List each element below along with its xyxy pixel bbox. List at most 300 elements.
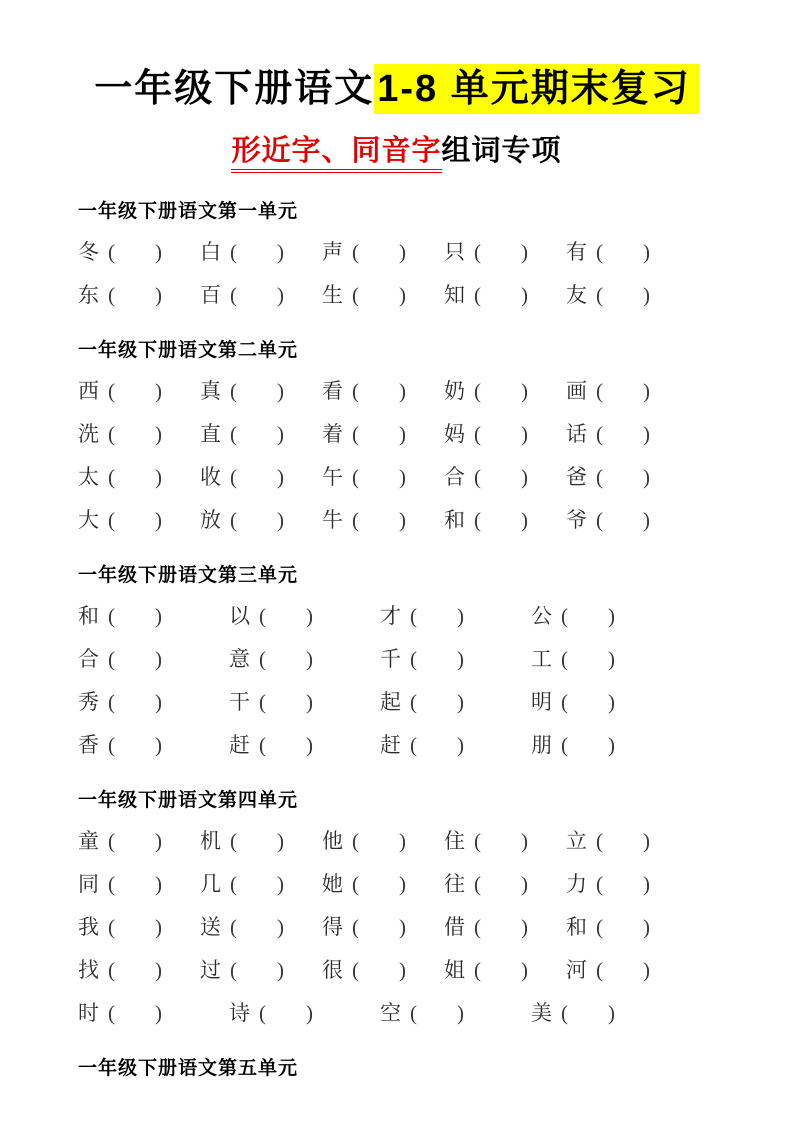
paren-open: ( (596, 958, 603, 983)
question-character: 声 (322, 240, 343, 265)
question-character: 意 (229, 647, 250, 672)
question-character: 公 (531, 604, 552, 629)
fill-in-item (566, 378, 688, 404)
paren-open: ( (108, 379, 115, 404)
paren-close: ) (643, 283, 650, 308)
paren-close: ) (521, 829, 528, 854)
question-row (78, 603, 733, 629)
subtitle-plain: 组词专项 (441, 134, 562, 167)
paren-open: ( (108, 915, 115, 940)
paren-open: ( (259, 1001, 266, 1026)
answer-blank (359, 483, 399, 484)
paren-open: ( (259, 690, 266, 715)
fill-in-item (78, 732, 229, 758)
answer-blank (115, 622, 155, 623)
answer-blank (417, 622, 457, 623)
answer-blank (568, 1019, 608, 1020)
answer-blank (115, 933, 155, 934)
unit-section (78, 560, 733, 758)
fill-in-item (444, 828, 566, 854)
fill-in-item (78, 507, 200, 533)
fill-in-item (444, 239, 566, 265)
paren-close: ) (643, 465, 650, 490)
question-character: 童 (78, 829, 99, 854)
question-character: 过 (200, 958, 221, 983)
paren-open: ( (474, 829, 481, 854)
answer-blank (359, 397, 399, 398)
paren-open: ( (108, 283, 115, 308)
question-character: 几 (200, 872, 221, 897)
question-character: 立 (566, 829, 587, 854)
question-character: 秀 (78, 690, 99, 715)
paren-open: ( (259, 733, 266, 758)
fill-in-item (229, 689, 380, 715)
question-character: 送 (200, 915, 221, 940)
answer-blank (359, 301, 399, 302)
answer-blank (115, 440, 155, 441)
question-row (78, 1000, 733, 1026)
paren-close: ) (457, 604, 464, 629)
paren-open: ( (474, 958, 481, 983)
fill-in-item (78, 282, 200, 308)
answer-blank (603, 890, 643, 891)
answer-blank (481, 258, 521, 259)
answer-blank (266, 665, 306, 666)
fill-in-item (380, 603, 531, 629)
paren-open: ( (352, 915, 359, 940)
paren-close: ) (155, 829, 162, 854)
answer-blank (417, 1019, 457, 1020)
paren-open: ( (352, 283, 359, 308)
question-character: 千 (380, 647, 401, 672)
paren-open: ( (596, 915, 603, 940)
question-character: 起 (380, 690, 401, 715)
paren-open: ( (352, 379, 359, 404)
paren-close: ) (155, 379, 162, 404)
answer-blank (481, 890, 521, 891)
unit-heading: 一年级下册语文第二单元 (78, 340, 299, 362)
paren-open: ( (108, 240, 115, 265)
paren-open: ( (474, 240, 481, 265)
fill-in-item (566, 871, 688, 897)
answer-blank (481, 933, 521, 934)
fill-in-item (322, 957, 444, 983)
paren-close: ) (306, 733, 313, 758)
paren-close: ) (306, 647, 313, 672)
fill-in-item (78, 464, 200, 490)
fill-in-item (200, 914, 322, 940)
paren-close: ) (277, 283, 284, 308)
fill-in-item (78, 1000, 229, 1026)
fill-in-item (229, 603, 380, 629)
question-character: 收 (200, 465, 221, 490)
question-character: 牛 (322, 508, 343, 533)
fill-in-item (322, 914, 444, 940)
fill-in-item (78, 914, 200, 940)
question-character: 同 (78, 872, 99, 897)
paren-open: ( (596, 422, 603, 447)
question-character: 午 (322, 465, 343, 490)
answer-blank (603, 258, 643, 259)
paren-close: ) (457, 690, 464, 715)
paren-close: ) (521, 915, 528, 940)
paren-close: ) (457, 733, 464, 758)
answer-blank (266, 751, 306, 752)
paren-open: ( (108, 422, 115, 447)
fill-in-item (444, 378, 566, 404)
unit-section (78, 1053, 733, 1080)
paren-open: ( (596, 465, 603, 490)
answer-blank (481, 847, 521, 848)
unit-section (78, 335, 733, 533)
question-character: 百 (200, 283, 221, 308)
fill-in-item (531, 689, 682, 715)
fill-in-item (322, 507, 444, 533)
paren-open: ( (230, 240, 237, 265)
paren-open: ( (410, 1001, 417, 1026)
paren-close: ) (399, 872, 406, 897)
question-character: 借 (444, 915, 465, 940)
subtitle-red-underlined: 形近字、同音字 (231, 135, 441, 173)
paren-close: ) (608, 1001, 615, 1026)
fill-in-item (78, 239, 200, 265)
paren-open: ( (474, 915, 481, 940)
question-character: 干 (229, 690, 250, 715)
paren-open: ( (474, 422, 481, 447)
fill-in-item (566, 914, 688, 940)
answer-blank (603, 526, 643, 527)
fill-in-item (566, 464, 688, 490)
answer-blank (481, 397, 521, 398)
paren-open: ( (561, 647, 568, 672)
paren-open: ( (596, 508, 603, 533)
question-character: 住 (444, 829, 465, 854)
question-row (78, 828, 733, 854)
paren-close: ) (399, 283, 406, 308)
paren-open: ( (230, 422, 237, 447)
question-row (78, 914, 733, 940)
paren-open: ( (596, 240, 603, 265)
paren-open: ( (259, 647, 266, 672)
paren-close: ) (277, 958, 284, 983)
unit-section (78, 785, 733, 1026)
fill-in-item (200, 421, 322, 447)
unit-heading: 一年级下册语文第三单元 (78, 565, 299, 587)
question-character: 妈 (444, 422, 465, 447)
page-title (0, 0, 793, 114)
answer-blank (359, 847, 399, 848)
question-character: 赶 (229, 733, 250, 758)
question-row (78, 421, 733, 447)
paren-close: ) (399, 508, 406, 533)
question-character: 香 (78, 733, 99, 758)
fill-in-item (444, 957, 566, 983)
paren-close: ) (521, 958, 528, 983)
fill-in-item (200, 828, 322, 854)
paren-close: ) (521, 379, 528, 404)
paren-close: ) (155, 283, 162, 308)
answer-blank (603, 933, 643, 934)
answer-blank (568, 622, 608, 623)
fill-in-item (380, 646, 531, 672)
fill-in-item (531, 603, 682, 629)
paren-open: ( (561, 690, 568, 715)
answer-blank (481, 301, 521, 302)
paren-open: ( (108, 647, 115, 672)
answer-blank (417, 708, 457, 709)
question-character: 奶 (444, 379, 465, 404)
paren-close: ) (521, 240, 528, 265)
fill-in-item (566, 828, 688, 854)
fill-in-item (531, 732, 682, 758)
answer-blank (115, 847, 155, 848)
answer-blank (237, 397, 277, 398)
answer-blank (115, 976, 155, 977)
answer-blank (481, 526, 521, 527)
paren-close: ) (306, 604, 313, 629)
paren-open: ( (474, 379, 481, 404)
fill-in-item (322, 871, 444, 897)
question-character: 爸 (566, 465, 587, 490)
question-character: 我 (78, 915, 99, 940)
paren-close: ) (155, 690, 162, 715)
answer-blank (115, 258, 155, 259)
worksheet-sections (78, 196, 733, 1080)
paren-open: ( (108, 829, 115, 854)
fill-in-item (78, 421, 200, 447)
paren-open: ( (352, 829, 359, 854)
question-row (78, 378, 733, 404)
fill-in-item (531, 646, 682, 672)
fill-in-item (200, 239, 322, 265)
question-character: 美 (531, 1001, 552, 1026)
paren-close: ) (277, 465, 284, 490)
question-character: 往 (444, 872, 465, 897)
fill-in-item (200, 507, 322, 533)
question-row (78, 239, 733, 265)
paren-open: ( (352, 422, 359, 447)
question-character: 看 (322, 379, 343, 404)
question-character: 他 (322, 829, 343, 854)
question-character: 洗 (78, 422, 99, 447)
paren-close: ) (277, 915, 284, 940)
paren-open: ( (352, 465, 359, 490)
paren-close: ) (155, 647, 162, 672)
question-character: 画 (566, 379, 587, 404)
paren-close: ) (399, 379, 406, 404)
question-character: 友 (566, 283, 587, 308)
fill-in-item (380, 689, 531, 715)
fill-in-item (200, 871, 322, 897)
fill-in-item (566, 282, 688, 308)
paren-open: ( (108, 733, 115, 758)
paren-open: ( (230, 283, 237, 308)
paren-close: ) (643, 829, 650, 854)
paren-open: ( (352, 240, 359, 265)
answer-blank (603, 847, 643, 848)
paren-open: ( (410, 733, 417, 758)
question-character: 明 (531, 690, 552, 715)
fill-in-item (444, 282, 566, 308)
question-character: 空 (380, 1001, 401, 1026)
answer-blank (359, 890, 399, 891)
paren-close: ) (643, 958, 650, 983)
fill-in-item (322, 464, 444, 490)
question-row (78, 732, 733, 758)
paren-close: ) (608, 604, 615, 629)
paren-open: ( (259, 604, 266, 629)
answer-blank (603, 483, 643, 484)
page-title-plain: 一年级下册语文 (94, 68, 375, 110)
fill-in-item (322, 828, 444, 854)
fill-in-item (322, 239, 444, 265)
paren-open: ( (352, 872, 359, 897)
paren-open: ( (596, 379, 603, 404)
paren-open: ( (108, 690, 115, 715)
answer-blank (603, 301, 643, 302)
answer-blank (417, 751, 457, 752)
question-character: 合 (78, 647, 99, 672)
question-row (78, 689, 733, 715)
question-character: 爷 (566, 508, 587, 533)
paren-close: ) (608, 733, 615, 758)
answer-blank (115, 483, 155, 484)
fill-in-item (78, 689, 229, 715)
question-character: 河 (566, 958, 587, 983)
question-character: 和 (78, 604, 99, 629)
unit-heading: 一年级下册语文第五单元 (78, 1058, 299, 1080)
paren-close: ) (643, 508, 650, 533)
paren-open: ( (352, 958, 359, 983)
answer-blank (237, 976, 277, 977)
answer-blank (266, 708, 306, 709)
fill-in-item (322, 282, 444, 308)
paren-close: ) (155, 604, 162, 629)
question-character: 得 (322, 915, 343, 940)
paren-open: ( (230, 958, 237, 983)
page-subtitle (0, 134, 793, 169)
paren-close: ) (277, 422, 284, 447)
fill-in-item (78, 646, 229, 672)
answer-blank (237, 301, 277, 302)
answer-blank (115, 301, 155, 302)
answer-blank (603, 397, 643, 398)
paren-close: ) (457, 1001, 464, 1026)
paren-open: ( (596, 872, 603, 897)
unit-heading: 一年级下册语文第四单元 (78, 790, 299, 812)
paren-close: ) (521, 465, 528, 490)
paren-close: ) (277, 508, 284, 533)
question-character: 太 (78, 465, 99, 490)
fill-in-item (566, 507, 688, 533)
question-character: 以 (229, 604, 250, 629)
paren-open: ( (410, 647, 417, 672)
question-character: 直 (200, 422, 221, 447)
answer-blank (237, 890, 277, 891)
page-title-highlight: 1-8 单元期末复习 (374, 64, 698, 114)
answer-blank (237, 258, 277, 259)
fill-in-item (78, 957, 200, 983)
question-character: 姐 (444, 958, 465, 983)
fill-in-item (78, 828, 200, 854)
paren-close: ) (608, 690, 615, 715)
question-character: 时 (78, 1001, 99, 1026)
question-character: 有 (566, 240, 587, 265)
question-character: 很 (322, 958, 343, 983)
answer-blank (237, 440, 277, 441)
question-row (78, 646, 733, 672)
paren-open: ( (230, 379, 237, 404)
paren-open: ( (108, 872, 115, 897)
unit-section (78, 196, 733, 308)
fill-in-item (444, 507, 566, 533)
paren-open: ( (410, 604, 417, 629)
paren-close: ) (155, 422, 162, 447)
paren-close: ) (643, 422, 650, 447)
paren-open: ( (410, 690, 417, 715)
question-character: 和 (566, 915, 587, 940)
paren-open: ( (474, 283, 481, 308)
answer-blank (359, 440, 399, 441)
question-character: 冬 (78, 240, 99, 265)
paren-open: ( (596, 829, 603, 854)
paren-close: ) (155, 958, 162, 983)
fill-in-item (444, 464, 566, 490)
answer-blank (115, 708, 155, 709)
fill-in-item (322, 378, 444, 404)
paren-close: ) (521, 508, 528, 533)
paren-close: ) (155, 508, 162, 533)
question-character: 力 (566, 872, 587, 897)
answer-blank (115, 1019, 155, 1020)
paren-close: ) (643, 915, 650, 940)
question-character: 白 (200, 240, 221, 265)
answer-blank (115, 890, 155, 891)
question-character: 她 (322, 872, 343, 897)
paren-open: ( (230, 465, 237, 490)
fill-in-item (566, 239, 688, 265)
paren-open: ( (108, 465, 115, 490)
fill-in-item (322, 421, 444, 447)
fill-in-item (200, 957, 322, 983)
question-row (78, 282, 733, 308)
paren-open: ( (230, 508, 237, 533)
unit-heading: 一年级下册语文第一单元 (78, 201, 299, 223)
paren-open: ( (561, 604, 568, 629)
paren-close: ) (399, 958, 406, 983)
paren-close: ) (399, 465, 406, 490)
paren-open: ( (230, 915, 237, 940)
paren-open: ( (474, 508, 481, 533)
fill-in-item (200, 464, 322, 490)
fill-in-item (444, 421, 566, 447)
paren-close: ) (521, 283, 528, 308)
paren-close: ) (155, 733, 162, 758)
fill-in-item (78, 871, 200, 897)
answer-blank (237, 526, 277, 527)
answer-blank (115, 751, 155, 752)
paren-open: ( (108, 604, 115, 629)
answer-blank (115, 526, 155, 527)
fill-in-item (444, 871, 566, 897)
paren-close: ) (277, 872, 284, 897)
fill-in-item (380, 732, 531, 758)
paren-close: ) (521, 422, 528, 447)
paren-close: ) (277, 829, 284, 854)
paren-close: ) (399, 829, 406, 854)
fill-in-item (229, 1000, 380, 1026)
paren-close: ) (306, 690, 313, 715)
